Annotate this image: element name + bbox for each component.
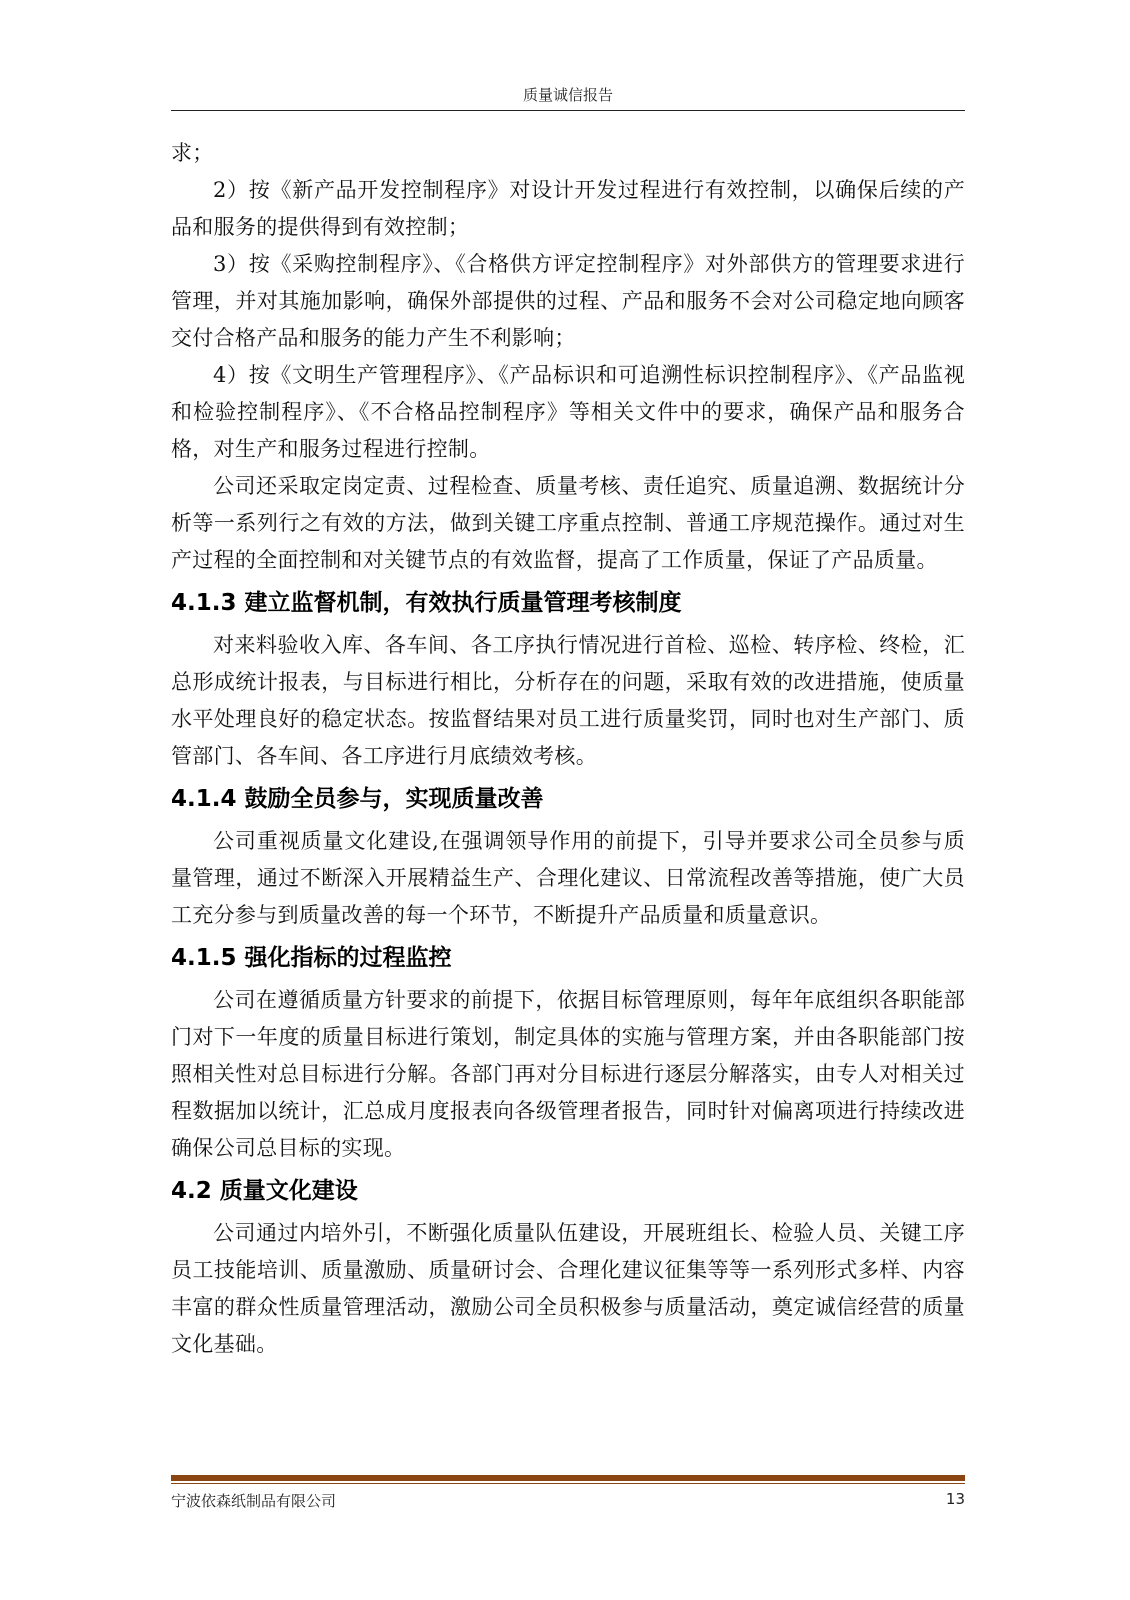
footer-divider bbox=[171, 1475, 965, 1481]
document-body bbox=[171, 135, 965, 1363]
footer-divider-thin bbox=[171, 1483, 965, 1484]
paragraph: 公司通过内培外引，不断强化质量队伍建设，开展班组长、检验人员、关键工序员工技能培训、质量激励、质量研讨会、合理化建议征集等等一系列形式多样、内容丰富的群众性质量管理活动，激励公司全员积极参与质量活动，奠定诚信经营的质量文化基础。 bbox=[171, 1221, 965, 1356]
paragraph: 对来料验收入库、各车间、各工序执行情况进行首检、巡检、转序检、终检，汇总形成统计报表，与目标进行相比，分析存在的问题，采取有效的改进措施，使质量水平处理良好的稳定状态。按监督结果对员工进行质量奖罚，同时也对生产部门、质管部门、各车间、各工序进行月底绩效考核。 bbox=[171, 633, 965, 768]
paragraph: 公司重视质量文化建设,在强调领导作用的前提下，引导并要求公司全员参与质量管理，通过不断深入开展精益生产、合理化建议、日常流程改善等措施，使广大员工充分参与到质量改善的每一个环节，不断提升产品质量和质量意识。 bbox=[171, 829, 965, 927]
paragraph: 求； bbox=[171, 141, 214, 165]
page-header-title: 质量诚信报告 bbox=[522, 86, 613, 104]
paragraph: 公司在遵循质量方针要求的前提下，依据目标管理原则，每年年底组织各职能部门对下一年度的质量目标进行策划，制定具体的实施与管理方案，并由各职能部门按照相关性对总目标进行分解。各部门再对分目标进行逐层分解落实，由专人对相关过程数据加以统计，汇总成月度报表向各级管理者报告，同时针对偏离项进行持续改进确保公司总目标的实现。 bbox=[171, 988, 965, 1160]
section-heading-4-1-4: 4.1.4 鼓励全员参与，实现质量改善 bbox=[171, 786, 544, 812]
footer-company-name: 宁波依森纸制品有限公司 bbox=[171, 1492, 337, 1510]
list-item: 4）按《文明生产管理程序》、《产品标识和可追溯性标识控制程序》、《产品监视和检验控制程序》、《不合格品控制程序》等相关文件中的要求，确保产品和服务合格，对生产和服务过程进行控制。 bbox=[171, 363, 965, 461]
list-item: 3）按《采购控制程序》、《合格供方评定控制程序》对外部供方的管理要求进行管理，并对其施加影响，确保外部提供的过程、产品和服务不会对公司稳定地向顾客交付合格产品和服务的能力产生不利影响； bbox=[171, 252, 965, 350]
section-heading-4-1-5: 4.1.5 强化指标的过程监控 bbox=[171, 945, 452, 971]
list-item: 2）按《新产品开发控制程序》对设计开发过程进行有效控制，以确保后续的产品和服务的提供得到有效控制； bbox=[171, 178, 965, 239]
paragraph: 公司还采取定岗定责、过程检查、质量考核、责任追究、质量追溯、数据统计分析等一系列行之有效的方法，做到关键工序重点控制、普通工序规范操作。通过对生产过程的全面控制和对关键节点的有效监督，提高了工作质量，保证了产品质量。 bbox=[171, 474, 965, 572]
section-heading-4-1-3: 4.1.3 建立监督机制，有效执行质量管理考核制度 bbox=[171, 590, 682, 616]
header-divider bbox=[171, 110, 965, 111]
page-number: 13 bbox=[945, 1490, 965, 1508]
section-heading-4-2: 4.2 质量文化建设 bbox=[171, 1178, 358, 1204]
